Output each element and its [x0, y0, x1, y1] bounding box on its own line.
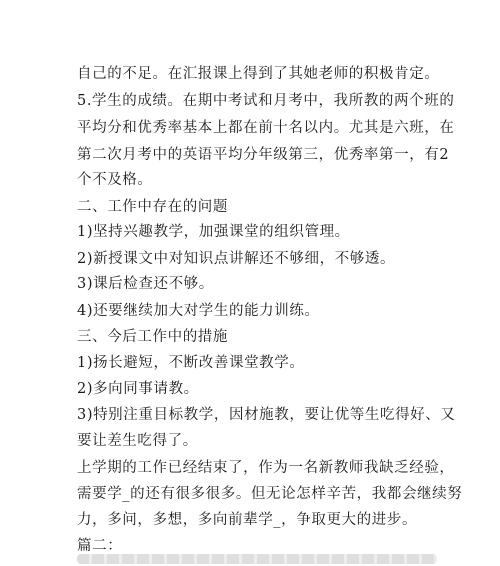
blurred-text-placeholder — [77, 554, 437, 564]
text-line-18: 力，多问，多想，多向前辈学_，争取更大的进步。 — [77, 512, 418, 528]
list-item: 2)新授课文中对知识点讲解还不够细，不够透。 — [77, 251, 396, 267]
text-line-1: 自己的不足。在汇报课上得到了其她老师的积极肯定。 — [77, 66, 440, 82]
text-line-16: 上学期的工作已经结束了，作为一名新教师我缺乏经验， — [77, 460, 455, 476]
text-line-15: 要让差生吃得了。 — [77, 433, 198, 449]
text-line-17: 需要学_的还有很多很多。但无论怎样辛苦，我都会继续努 — [77, 486, 463, 502]
section-heading-part-two: 篇二： — [77, 538, 123, 554]
section-heading-problems: 二、工作中存在的问题 — [77, 199, 228, 215]
text-line-5: 个不及格。 — [77, 172, 153, 188]
section-heading-measures: 三、今后工作中的措施 — [77, 329, 228, 345]
cut-off-text-line — [0, 548, 500, 566]
text-line-4: 第二次月考中的英语平均分年级第三，优秀率第一，有2 — [77, 147, 450, 163]
list-item: 3)课后检查还不够。 — [77, 276, 214, 292]
text-line-2: 5.学生的成绩。在期中考试和月考中，我所教的两个班的 — [77, 93, 455, 109]
text-line-3: 平均分和优秀率基本上都在前十名以内。尤其是六班，在 — [77, 120, 455, 136]
list-item: 1)坚持兴趣教学，加强课堂的组织管理。 — [77, 224, 350, 240]
list-item: 3)特别注重目标教学，因材施教，要让优等生吃得好、又 — [77, 407, 456, 423]
list-item: 4)还要继续加大对学生的能力训练。 — [77, 303, 320, 319]
list-item: 1)扬长避短，不断改善课堂教学。 — [77, 355, 305, 371]
list-item: 2)多向同事请教。 — [77, 381, 199, 397]
